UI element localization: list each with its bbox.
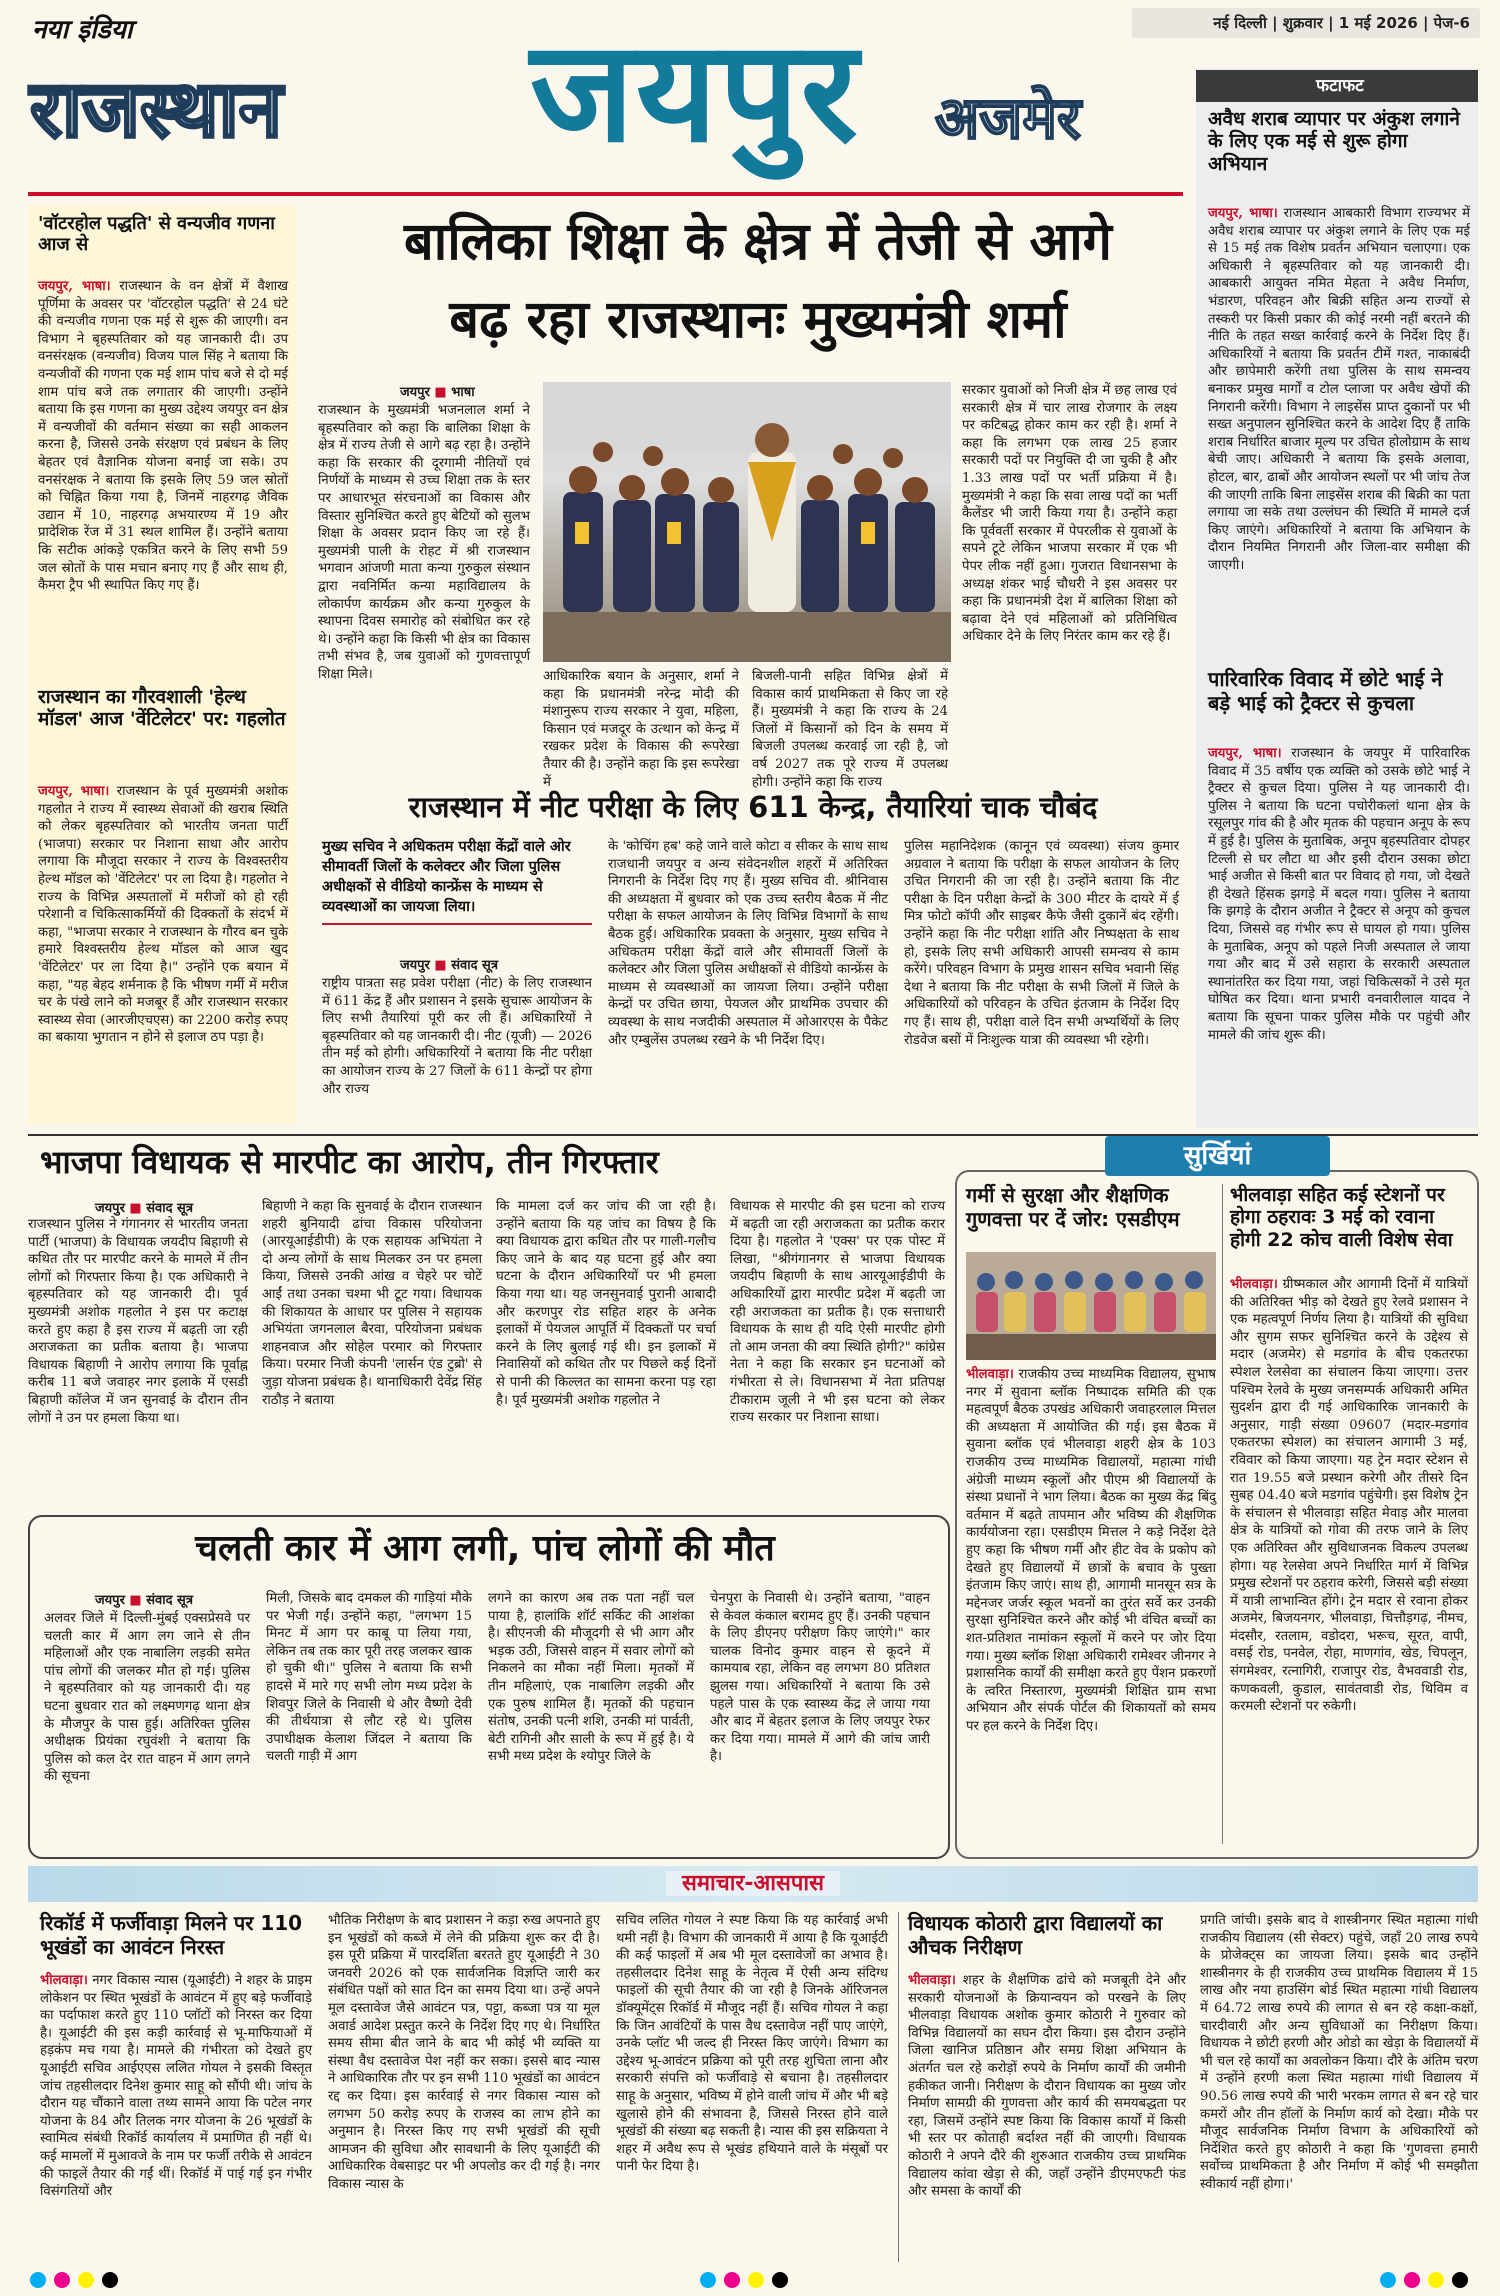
- sukhiyan-label: सुर्खियां: [1183, 1141, 1252, 1171]
- neet-agency: संवाद सूत्र: [451, 958, 499, 973]
- health-title: राजस्थान का गौरवशाली 'हेल्थ मॉडल' आज 'वेंटिलेटर' पर: गहलोत: [38, 686, 286, 731]
- school-meeting-photo: [966, 1252, 1216, 1360]
- neet-dateline: जयपुर: [400, 958, 430, 973]
- family-text: राजस्थान के जयपुर में पारिवारिक विवाद में 35 वर्षीय एक व्यक्ति को उसके छोटे भाई ने ट्रैक्टर से कुचल दिया। पुलिस ने यह जानकारी दी। पुलिस ने बताया कि घटना पचोरीकलां थाना क्षेत्र के रसूलपुर गांव की है और मृतक की पहचान अनूप के रूप में हुई है। पुलिस के मुताबिक, अनूप बृहस्पतिवार दोपहर टिल्ली से घर लौटा था और इसी दौरान उसका छोटा भाई अजीत से किसी बात पर विवाद हो गया, जो देखते ही देखते हिंसक झगड़े में बदल गया। पुलिस ने बताया कि झगड़े के दौरान अजीत ने ट्रैक्टर से अनूप को कुचल दिया, जिससे वह गंभीर रूप से घायल हो गया। पुलिस के मुताबिक, अनूप को पहले निजी अस्पताल ले जाया गया और बाद में उसे सहारा के सरकारी अस्पताल स्थानांतरित कर दिया गया, जहां चिकित्सकों ने उसे मृत घोषित कर दिया। थाना प्रभारी वनवारीलाल यादव ने बताया कि सूचना पाकर पुलिस मौके पर पहुंची और मामले की जांच शुरू की।: [1208, 746, 1470, 1043]
- plots-col-3: सचिव ललित गोयल ने स्पष्ट किया कि यह कार्रवाई अभी थमी नहीं है। विभाग की जानकारी में आया है कि यूआईटी की कई फाइलों में अब भी मूल दस्तावेजों का अभाव है। तहसीलदार दिनेश साहू के नेतृत्व में ऐसी अन्य संदिग्ध फाइलों की सूची तैयार की जा रही है जिनके ऑरिजनल डॉक्यूमेंट्स रिकॉर्ड में मौजूद नहीं हैं। सचिव गोयल ने कहा कि जिन आवंटियों के पास वैध दस्तावेज नहीं पाए जाएंगे, उनके प्लॉट भी जल्द ही निरस्त किए जाएंगे। विभाग का उद्देश्य भू-आवंटन प्रक्रिया को पूरी तरह शुचिता लाना और सरकारी संपत्ति को फर्जीवाड़े से बचाना है। तहसीलदार साहू के अनुसार, भविष्य में होने वाली जांच में और भी बड़े खुलासे होने की संभावना है, जिससे निरस्त होने वाले भूखंडों की संख्या बढ़ सकती है। न्यास की इस सक्रियता ने शहर में अवैध रूप से भूखंड हथियाने वाले के मंसूबों पर पानी फेर दिया है।: [616, 1913, 888, 2175]
- masthead-rule: [28, 192, 1183, 196]
- black-dot: [1452, 2272, 1468, 2288]
- plots-title: रिकॉर्ड में फर्जीवाड़ा मिलने पर 110 भूखंडों का आवंटन निरस्त: [40, 1911, 303, 1959]
- black-dot: [772, 2272, 788, 2288]
- train-dateline: भीलवाड़ा।: [1230, 1277, 1278, 1292]
- family-dateline: जयपुर, भाषा।: [1208, 746, 1282, 761]
- cyan-dot: [1380, 2272, 1396, 2288]
- train-text: ग्रीष्मकाल और आगामी दिनों में यात्रियों की अतिरिक्त भीड़ को देखते हुए रेलवे प्रशासन ने एक महत्वपूर्ण निर्णय लिया है। यात्रियों की सुविधा और सुगम सफर सुनिश्चित करने के उद्देश्य से मदार (अजमेर) से मडगांव के बीच एकतरफा स्पेशल रेलसेवा का संचालन किया जाएगा। उत्तर पश्चिम रेलवे के मुख्य जनसम्पर्क अधिकारी अमित सुदर्शन द्वारा दी गई आधिकारिक जानकारी के अनुसार, गाड़ी संख्या 09607 (मदार-मडगांव एकतरफा स्पेशल) का संचालन आगामी 3 मई, रविवार को किया जाएगा। यह ट्रेन मदार स्टेशन से रात 19.55 बजे प्रस्थान करेगी और तीसरे दिन सुबह 04.40 बजे मडगांव पहुंचेगी। इस विशेष ट्रेन के संचालन से भीलवाड़ा सहित मेवाड़ और मालवा क्षेत्र के यात्रियों को गोवा की तरफ जाने के लिए एक अतिरिक्त और सुविधाजनक विकल्प उपलब्ध होगा। यह रेलसेवा अपने निर्धारित मार्ग में विभिन्न प्रमुख स्टेशनों पर ठहराव करेगी, जिससे बड़ी संख्या में यात्री लाभान्वित होंगे। ट्रेन मदार से रवाना होकर अजमेर, बिजयनगर, भीलवाड़ा, चित्तौड़गढ़, नीमच, मंदसौर, रतलाम, वडोदरा, भरूच, सूरत, वापी, वसई रोड, पनवेल, रोहा, माणगांव, खेड, चिपलून, संगमेश्वर, रत्नागिरी, राजापुर रोड, वैभववाडी रोड, कणकवली, कुडाल, सावंतवाडी रोड, थिविम व करमली स्टेशनों पर रुकेगी।: [1230, 1277, 1468, 1715]
- sdm-text: राजकीय उच्च माध्यमिक विद्यालय, सुभाष नगर में सुवाना ब्लॉक निष्पादक समिति की एक महत्वपूर्ण बैठक उपखंड अधिकारी जवाहरलाल मित्तल की अध्यक्षता में आयोजित की गई। इस बैठक में सुवाना ब्लॉक एवं भीलवाड़ा शहरी क्षेत्र के 103 राजकीय उच्च माध्यमिक विद्यालयों, महात्मा गांधी अंग्रेजी माध्यम स्कूलों और पीएम श्री विद्यालयों के संस्था प्रधानों ने भाग लिया। बैठक का मुख्य केंद्र बिंदु वर्तमान में बढ़ते तापमान और भविष्य की शैक्षणिक कार्ययोजना रहा। एसडीएम मित्तल ने कड़े निर्देश देते हुए कहा कि भीषण गर्मी और हीट वेव के प्रकोप को देखते हुए विद्यालयों में छात्रों के बचाव के पुख्ता इंतजाम किए जाएं। साथ ही, आगामी मानसून सत्र के मद्देनजर जर्जर स्कूल भवनों का तुरंत सर्वे कर उनकी सुरक्षा सुनिश्चित करने और कोई भी वंचित बच्चों का शत-प्रतिशत नामांकन स्कूलों में करने पर जोर दिया गया। मुख्य ब्लॉक शिक्षा अधिकारी रामेश्वर जीनगर ने प्रशासनिक कार्यों की समीक्षा करते हुए पेंशन प्रकरणों के त्वरित निस्तारण, मुख्यमंत्री शिक्षित ग्राम सभा अभियान और संपर्क पोर्टल की शिकायतों को समय पर हल करने के निर्देश दिए।: [966, 1367, 1216, 1734]
- lead-col-1: राजस्थान के मुख्यमंत्री भजनलाल शर्मा ने बृहस्पतिवार को कहा कि बालिका शिक्षा के क्षेत्र में राज्य तेजी से आगे बढ़ रहा है। उन्होंने कहा कि सरकार की दूरगामी नीतियों एवं निर्णयों के माध्यम से उच्च शिक्षा तक के स्तर पर आधारभूत संरचनाओं का विकास और विस्तार सुनिश्चित करते हुए बेटियों को सुलभ शिक्षा के अवसर प्रदान किए जा रहे हैं। मुख्यमंत्री पाली के रोहट में श्री राजस्थान भगवान आंजणी माता कन्या गुरुकुल संस्थान द्वारा नवनिर्मित कन्या महाविद्यालय के लोकार्पण कार्यक्रम और कन्या गुरुकुल के स्थापना दिवस समारोह को संबोधित कर रहे थे। उन्होंने कहा कि किसी भी क्षेत्र का विकास तभी संभव है, जब युवाओं को गुणवत्तापूर्ण शिक्षा मिले।: [318, 403, 530, 682]
- fatafat-label-tab: [1196, 70, 1478, 102]
- state-name: राजस्थान: [30, 65, 283, 155]
- bjp-byline: जयपुर ■ संवाद सूत्र: [95, 1201, 194, 1216]
- city-name: जयपुर: [530, 11, 860, 174]
- wildlife-body: [38, 278, 288, 678]
- fatafat-label: फटाफट: [1316, 76, 1364, 96]
- train-title: भीलवाड़ा सहित कई स्टेशनों पर होगा ठहरावः 3 मई को रवाना होगी 22 कोच वाली विशेष सेवा: [1230, 1184, 1453, 1251]
- fire-col-1: अलवर जिले में दिल्ली-मुंबई एक्सप्रेसवे पर चलती कार में आग लग जाने से तीन महिलाओं और एक नाबालिग लड़की समेत पांच लोगों की जलकर मौत हो गई। पुलिस ने बृहस्पतिवार को यह जानकारी दी। यह घटना बुधवार रात को लक्ष्मणगढ़ थाना क्षेत्र के मौजपुर के पास हुई। अतिरिक्त पुलिस अधीक्षक प्रियंका रघुवंशी ने बताया कि पुलिस को कल देर रात वाहन में आग लगने की सूचना: [44, 1611, 250, 1785]
- aaspaas-banner: [28, 1866, 1478, 1902]
- fatafat-dateline: जयपुर, भाषा।: [1208, 206, 1278, 221]
- magenta-dot: [724, 2272, 740, 2288]
- bjp-col-4: विधायक से मारपीट की इस घटना को राज्य में बढ़ती जा रही अराजकता का प्रतीक करार दिया है। गहलोत ने 'एक्स' पर एक पोस्ट में लिखा, "श्रीगंगानगर से भाजपा विधायक जयदीप बिहाणी के साथ आरयूआईडीपी के अधिकारियों द्वारा मारपीट प्रदेश में बढ़ती जा रही अराजकता का प्रतीक है। एक सत्ताधारी विधायक के साथ ही यदि ऐसी मारपीट होगी तो आम जनता की क्या स्थिति होगी?" कांग्रेस नेता ने कहा कि सरकार इन घटनाओं को गंभीरता से ले। विधानसभा में नेता प्रतिपक्ष टीकाराम जूली ने भी इस घटना को लेकर राज्य सरकार पर निशाना साधा।: [730, 1199, 945, 1426]
- bjp-col-1: राजस्थान पुलिस ने गंगानगर से भारतीय जनता पार्टी (भाजपा) के विधायक जयदीप बिहाणी से कथित तौर पर मारपीट करने के मामले में तीन लोगों को गिरफ्तार किया है। एक अधिकारी ने बृहस्पतिवार को यह जानकारी दी। पूर्व मुख्यमंत्री अशोक गहलोत ने इस पर कटाक्ष करते हुए कहा है इस राज्य में बढ़ती जा रही अराजकता का प्रतीक बताया है। भाजपा विधायक बिहाणी ने आरोप लगाया कि पूर्वाह्न करीब 11 बजे जवाहर नगर इलाके में एसडी बिहाणी कॉलेज में जन सुनवाई के दौरान तीन लोगों ने उन पर हमला किया था।: [28, 1217, 248, 1426]
- lead-col-4: सरकार युवाओं को निजी क्षेत्र में छह लाख एवं सरकारी क्षेत्र में चार लाख रोजगार के लक्ष्य पर कटिबद्ध होकर काम कर रही है। शर्मा ने कहा कि लगभग एक लाख 25 हजार सरकारी पदों पर नियुक्ति दी जा चुकी है और 1.33 लाख पदों पर भर्ती प्रक्रिया में है। मुख्यमंत्री ने कहा कि सवा लाख पदों का भर्ती कैलेंडर भी जारी किया गया है। उन्होंने कहा कि पूर्ववर्ती सरकार में पेपरलीक से युवाओं के सपने टूटे लेकिन भाजपा सरकार में एक भी पेपर लीक नहीं हुआ। गुजरात विधानसभा के अध्यक्ष शंकर भाई चौधरी ने इस अवसर पर कहा कि प्रधानमंत्री देश में बालिका शिक्षा को बढ़ावा देने एवं महिलाओं को प्रतिनिधित्व अधिकार देने के लिए निरंतर काम कर रहे हैं।: [962, 383, 1177, 645]
- brand-logo: [32, 10, 192, 48]
- plots-col-1: [40, 1972, 312, 2262]
- black-dot: [102, 2272, 118, 2288]
- plots-text-1: नगर विकास न्यास (यूआईटी) ने शहर के प्राइम लोकेशन पर स्थित भूखंडों के आवंटन में हुए बड़े फर्जीवाड़े का पर्दाफाश करते हुए 110 प्लॉटों को निरस्त कर दिया है। यूआईटी की इस कड़ी कार्रवाई से भू-माफियाओं में हड़कंप मच गया है। मामले की गंभीरता को देखते हुए यूआईटी सचिव आईएएस ललित गोयल ने इसकी विस्तृत जांच तहसीलदार दिनेश कुमार साहू को सौंपी थी। जांच के दौरान यह चौंकाने वाला तथ्य सामने आया कि पटेल नगर योजना के 84 और तिलक नगर योजना के 26 भूखंडों के स्वामित्व संबंधी रिकॉर्ड कार्यालय में प्रमाणित ही नहीं थे। कई मामलों में मुआवजे के नाम पर फर्जी तरीके से आवंटन की फाइलें तैयार की गईं थीं। रिकॉर्ड में पाई गई इन गंभीर विसंगतियों और: [40, 1973, 312, 2200]
- sdm-title: गर्मी से सुरक्षा और शैक्षणिक गुणवत्ता पर दें जोर: एसडीएम: [966, 1183, 1180, 1231]
- photo-illustration: [543, 382, 951, 662]
- fire-dateline: जयपुर: [95, 1593, 125, 1608]
- wildlife-text: राजस्थान के वन क्षेत्रों में वैशाख पूर्णिमा के अवसर पर 'वॉटरहोल पद्धति' से 24 घंटे की वन्यजीव गणना एक मई से शुरू की जाएगी। वन विभाग ने बृहस्पतिवार को यह जानकारी दी। उप वनसंरक्षक (वन्यजीव) विजय पाल सिंह ने बताया कि वन्यजीवों की गणना एक मई शाम पांच बजे से दो मई शाम पांच बजे तक लगातार की जाएगी। उन्होंने बताया कि इस गणना का मुख्य उद्देश्य जयपुर वन क्षेत्र में वन्यजीवों की वर्तमान संख्या का सही आकलन करना है, जिससे उनके संरक्षण एवं प्रबंधन के लिए बेहतर एवं वैज्ञानिक योजना बनाई जा सके। उप वनसंरक्षक ने बताया कि इसके लिए 59 जल स्रोतों को चिह्नित किया गया है, जिनमें नाहरगढ़ जैविक उद्यान में 10, नाहरगढ़ अभयारण्य में 19 और प्रादेशिक रेंज में 31 स्थल शामिल हैं। उन्होंने बताया कि सटीक आंकड़े एकत्रित करने के लिए सभी 59 जल स्रोतों के पास मचान बनाए गए हैं और साथ ही, कैमरा ट्रैप भी स्थापित किए गए हैं।: [38, 279, 288, 594]
- fatafat-text: राजस्थान आबकारी विभाग राज्यभर में अवैध शराब व्यापार पर अंकुश लगाने के लिए एक मई से 15 मई तक विशेष प्रवर्तन अभियान चलाएगा। एक अधिकारी ने बृहस्पतिवार को यह जानकारी दी। आबकारी आयुक्त नमित मेहता ने अवैध निर्माण, भंडारण, परिवहन और बिक्री सहित अन्य राज्यों से तस्करी पर किसी प्रकार की कोई नरमी नहीं बरतने की नीति के तहत सख्त कार्रवाई करने के निर्देश दिए हैं। अधिकारियों ने बताया कि प्रवर्तन टीमें गश्त, नाकाबंदी और छापेमारी करेंगी तथा पुलिस के साथ समन्वय बनाकर प्रमुख मार्गों व टोल प्लाजा पर अवैध खेपों की निगरानी करेंगी। विभाग ने लाइसेंस प्राप्त दुकानों पर भी सख्त अनुपालन सुनिश्चित करने के आदेश दिए हैं ताकि शराब निर्धारित बाजार मूल्य पर उचित होलोग्राम के साथ बेची जाए। अधिकारी ने बताया कि इसके अलावा, होटल, बार, ढाबों और आयोजन स्थलों पर भी जांच तेज की जाएगी ताकि बिना लाइसेंस शराब की बिक्री का पता लगाया जा सके तथा उल्लंघन की स्थिति में मामले दर्ज किए जाएंगे। अधिकारियों ने बताया कि अभियान के दौरान नियमित निगरानी और जिला-वार समीक्षा की जाएगी।: [1208, 206, 1470, 573]
- family-body: [1208, 745, 1470, 1120]
- fatafat-body: [1208, 205, 1470, 655]
- wildlife-dateline: जयपुर, भाषा।: [38, 279, 111, 294]
- color-registration-marks-center: [700, 2272, 820, 2290]
- cyan-dot: [30, 2272, 46, 2288]
- aaspaas-divider: [898, 1912, 899, 2262]
- bjp-col-3: कि मामला दर्ज कर जांच की जा रही है। उन्होंने बताया कि यह जांच का विषय है कि क्या विधायक द्वारा कथित तौर पर गाली-गलौच किए जाने के बाद यह घटना हुई और क्या घटना के दौरान अधिकारियों पर भी हमला किया गया था। यह जनसुनवाई पुरानी आबादी और करणपुर रोड सहित शहर के अनेक इलाकों में पेयजल आपूर्ति में दिक्कतों पर चर्चा करने के लिए बुलाई गई थी। इन इलाकों में निवासियों को कथित तौर पर पिछले कई दिनों से पानी की किल्लत का सामना करना पड़ रहा है। पूर्व मुख्यमंत्री अशोक गहलोत ने: [496, 1199, 716, 1408]
- aaspaas-label: समाचार-आसपास: [666, 1871, 840, 1896]
- yellow-dot: [78, 2272, 94, 2288]
- brand-name: नया इंडिया: [32, 15, 133, 45]
- neet-col-3: पुलिस महानिदेशक (कानून एवं व्यवस्था) संजय कुमार अग्रवाल ने बताया कि परीक्षा के सफल आयोजन के लिए उचित निगरानी की जा रही है। उन्होंने बताया कि नीट परीक्षा के दिन परीक्षा केन्द्रों के 300 मीटर के दायरे में ई मित्र फोटो कॉपी और साइबर कैफे जैसी दुकानें बंद रहेंगी। उन्होंने कहा कि नीट परीक्षा शांति और निष्पक्षता के साथ हो, इसके लिए सभी अधिकारी आपसी समन्वय से काम करेंगे। परिवहन विभाग के प्रमुख शासन सचिव भवानी सिंह देथा ने बताया कि नीट परीक्षा के सभी जिलों में जिले के अधिकारियों को परिवहन के उचित इंतजाम के निर्देश दिए गए हैं। साथ ही, परीक्षा वाले दिन सभी अभ्यर्थियों के लिए रोडवेज बसों में निःशुल्क यात्रा की व्यवस्था भी रहेगी।: [904, 839, 1179, 1048]
- lead-agency: भाषा: [451, 385, 475, 400]
- edition-name: अजमेर: [935, 84, 1081, 152]
- lead-headline-1: बालिका शिक्षा के क्षेत्र में तेजी से आगे: [404, 212, 1112, 272]
- edition-dateline: नई दिल्ली | शुक्रवार | 1 मई 2026 | पेज-6: [1213, 14, 1470, 32]
- magenta-dot: [1404, 2272, 1420, 2288]
- color-registration-marks-right: [1380, 2272, 1480, 2290]
- inspection-col-1: [908, 1972, 1186, 2262]
- inspection-dateline: भीलवाड़ा।: [908, 1973, 956, 1988]
- neet-byline: जयपुर ■ संवाद सूत्र: [400, 958, 499, 973]
- neet-pullquote: मुख्य सचिव ने अधिकतम परीक्षा केंद्रों वाले ओर सीमावर्ती जिलों के कलेक्टर और जिला पुलिस अधीक्षकों से वीडियो कान्फ्रेंस के माध्यम से व्यवस्थाओं का जायजा लिया।: [322, 837, 592, 925]
- fire-agency: संवाद सूत्र: [146, 1593, 194, 1608]
- neet-headline: राजस्थान में नीट परीक्षा के लिए 611 केन्द्र, तैयारियां चाक चौबंद: [408, 790, 1098, 824]
- sdm-dateline: भीलवाड़ा।: [966, 1367, 1014, 1382]
- fire-byline: जयपुर ■ संवाद सूत्र: [95, 1593, 194, 1608]
- yellow-dot: [1428, 2272, 1444, 2288]
- lead-col-3: बिजली-पानी सहित विभिन्न क्षेत्रों में विकास कार्य प्राथमिकता से किए जा रहे हैं। मुख्यमंत्री ने कहा कि राज्य के 24 जिलों में किसानों को दिन के समय में बिजली उपलब्ध करवाई जा रही है, जो वर्ष 2027 तक पूरे राज्य में उपलब्ध होगी। उन्होंने कहा कि राज्य: [752, 669, 948, 790]
- fire-col-2: मिली, जिसके बाद दमकल की गाड़ियां मौके पर भेजी गईं। उन्होंने कहा, "लगभग 15 मिनट में आग पर काबू पा लिया गया, लेकिन तब तक कार पूरी तरह जलकर खाक हो चुकी थी।" पुलिस ने बताया कि सभी हादसे में मारे गए सभी लोग मध्य प्रदेश के शिवपुर जिले के निवासी थे और वैष्णो देवी की तीर्थयात्रा से लौट रहे थे। पुलिस उपाधीक्षक केलाश जिंदल ने बताया कि चलती गाड़ी में आग: [266, 1591, 472, 1765]
- lead-byline: जयपुर ■ भाषा: [400, 385, 475, 400]
- neet-col-1: राष्ट्रीय पात्रता सह प्रवेश परीक्षा (नीट) के लिए राजस्थान में 611 केंद्र हैं और प्रशासन ने इसके सुचारू आयोजन के लिए सभी तैयारियां पूरी कर ली हैं। अधिकारियों ने बृहस्पतिवार को यह जानकारी दी। नीट (यूजी) — 2026 तीन मई को होगी। अधिकारियों ने बताया कि नीट परीक्षा का आयोजन राज्य के 27 जिलों के 611 केन्द्रों पर होगा और राज्य: [322, 976, 592, 1097]
- health-body: [38, 783, 288, 1121]
- bjp-dateline: जयपुर: [95, 1201, 125, 1216]
- fatafat-title: अवैध शराब व्यापार पर अंकुश लगाने के लिए एक मई से शुरू होगा अभियान: [1208, 108, 1460, 175]
- dateline-bar: [1132, 8, 1480, 38]
- health-text: राजस्थान के पूर्व मुख्यमंत्री अशोक गहलोत ने राज्य में स्वास्थ्य सेवाओं की खराब स्थिति को लेकर बृहस्पतिवार को भारतीय जनता पार्टी (भाजपा) सरकार पर निशाना साधा और आरोप लगाया कि मौजूदा सरकार ने राज्य के विश्वस्तरीय हेल्थ मॉडल को 'वेंटिलेटर' पर ला दिया है। गहलोत ने राज्य के विभिन्न अस्पतालों में मरीजों को हो रही परेशानी व चिकित्साकर्मियों की दिक्कतों के संदर्भ में कहा, "भाजपा सरकार ने राजस्थान के गौरव बन चुके हमारे विश्वस्तरीय हेल्थ मॉडल को आज खुद 'वेंटिलेटर' पर ला दिया है।" उन्होंने एक बयान में कहा, "यह बेहद शर्मनाक है कि भीषण गर्मी में मरीज चर के पंखे लाने को मजबूर हैं और राजस्थान सरकार स्वास्थ्य सेवा (आरजीएचएस) का 2200 करोड़ रुपए का बकाया भुगतान न होने से इलाज ठप पड़ा है।: [38, 784, 288, 1046]
- inspection-title: विधायक कोठारी द्वारा विद्यालयों का औचक निरीक्षण: [908, 1911, 1163, 1959]
- plots-dateline: भीलवाड़ा।: [40, 1973, 88, 1988]
- lead-col-2: आधिकारिक बयान के अनुसार, शर्मा ने कहा कि प्रधानमंत्री नरेन्द्र मोदी की मंशानुरूप राज्य सरकार ने युवा, महिला, किसान एवं मजदूर के उत्थान को केन्द्र में रखकर प्रदेश के विकास की रूपरेखा तैयार की है। उन्होंने कहा कि इस रूपरेखा में: [543, 669, 739, 790]
- train-body: [1230, 1276, 1468, 1846]
- cm-with-students-photo: [543, 382, 951, 662]
- inspection-text-1: शहर के शैक्षणिक ढांचे को मजबूती देने और सरकारी योजनाओं के क्रियान्वयन को परखने के लिए भीलवाड़ा विधायक अशोक कुमार कोठारी ने गुरुवार को विभिन्न विद्यालयों का सघन दौरा किया। इस दौरान उन्होंने जिला खानिज प्रतिष्ठान और समग्र शिक्षा अभियान के अंतर्गत चल रहे करोड़ों रुपये के निर्माण कार्यों की जमीनी हकीकत जानी। निरीक्षण के दौरान विधायक का मुख्य जोर निर्माण सामग्री की गुणवत्ता और कार्य की समयबद्धता पर रहा, जिसमें उन्होंने स्पष्ट किया कि विकास कार्यों में किसी भी स्तर पर कोताही बर्दाश्त नहीं की जाएगी। विधायक कोठारी ने अपने दौरे की शुरुआत राजकीय उच्च प्राथमिक विद्यालय कांवा खेड़ा से की, जहाँ उन्होंने डीएमएफटी फंड और समसा के कार्यों की: [908, 1973, 1186, 2200]
- lead-headline-2: बढ़ रहा राजस्थानः मुख्यमंत्री शर्मा: [449, 290, 1067, 350]
- fire-headline: चलती कार में आग लगी, पांच लोगों की मौत: [195, 1528, 775, 1569]
- wildlife-title: 'वॉटरहोल पद्धति' से वन्यजीव गणना आज से: [38, 213, 275, 256]
- family-title: पारिवारिक विवाद में छोटे भाई ने बड़े भाई को ट्रैक्टर से कुचला: [1208, 667, 1443, 715]
- sukhiyan-tab: [1105, 1136, 1330, 1176]
- fire-col-4: चेनपुरा के निवासी थे। उन्होंने बताया, "वाहन से केवल कंकाल बरामद हुए हैं। उनकी पहचान के लिए डीएनए परीक्षण किए जाएंगे।" कार चालक विनोद कुमार वाहन से कूदने में कामयाब रहा, लेकिन वह लगभग 80 प्रतिशत झुलस गया। अधिकारियों ने बताया कि उसे पहले पास के एक स्वास्थ्य केंद्र ले जाया गया और बाद में बेहतर इलाज के लिए जयपुर रेफर कर दिया गया। मामले में आगे की जांच जारी है।: [710, 1591, 930, 1765]
- bjp-headline: भाजपा विधायक से मारपीट का आरोप, तीन गिरफ्तार: [40, 1143, 659, 1181]
- sukhiyan-divider: [1222, 1184, 1223, 1844]
- fire-col-3: लगने का कारण अब तक पता नहीं चल पाया है, हालांकि शॉर्ट सर्किट की आशंका है। सीएनजी की मौजूदगी से भी आग और भड़क उठी, जिससे वाहन में सवार लोगों को निकलने का मौका नहीं मिला। मृतकों में तीन महिलाएं, एक नाबालिग लड़की और एक पुरुष शामिल हैं। मृतकों की पहचान संतोष, उनकी पत्नी शशि, उनकी मां पार्वती, बेटी रागिनी और साली के रूप में हुई है। ये सभी मध्य प्रदेश के श्योपुर जिले के: [488, 1591, 694, 1765]
- yellow-dot: [748, 2272, 764, 2288]
- inspection-col-2: प्रगति जांची। इसके बाद वे शास्त्रीनगर स्थित महात्मा गांधी राजकीय विद्यालय (सी सेक्टर) पहुंचे, जहाँ 20 लाख रुपये के प्रोजेक्ट्स का जायजा लिया। इसके बाद उन्होंने शास्त्रीनगर के ही राजकीय उच्च प्राथमिक विद्यालय में 15 लाख और नया हाउसिंग बोर्ड स्थित महात्मा गांधी विद्यालय में 64.72 लाख रुपये की लागत से बन रहे कक्षा-कक्षों, चारदीवारी और अन्य सुविधाओं का निरीक्षण किया। विधायक ने छोटी हरणी और ओडो का खेड़ा के विद्यालयों में भी चल रहे कार्यों का अवलोकन किया। दौरे के अंतिम चरण में उन्होंने हरणी कला स्थित महात्मा गांधी विद्यालय में 90.56 लाख रुपये की भारी भरकम लागत से बन रहे चार कमरों और तीन हॉलों के निर्माण कार्य को देखा। मौके पर मौजूद सार्वजनिक निर्माण विभाग के अधिकारियों को निर्देशित करते हुए कोठारी ने कहा कि 'गुणवत्ता हमारी सर्वोच्च प्राथमिकता है और निर्माण में कोई भी समझौता स्वीकार्य नहीं होगा।': [1200, 1913, 1478, 2192]
- health-dateline: जयपुर, भाषा।: [38, 784, 110, 799]
- bjp-col-2: बिहाणी ने कहा कि सुनवाई के दौरान राजस्थान शहरी बुनियादी ढांचा विकास परियोजना (आरयूआईडीपी) के एक सहायक अभियंता ने दो अन्य लोगों के साथ मिलकर उन पर हमला किया, जिससे उनकी आंख व चेहरे पर चोटें आईं तथा उनका चश्मा भी टूट गया। विधायक की शिकायत के आधार पर पुलिस ने सहायक अभियंता जगनलाल बैरवा, परियोजना प्रबंधक शाहनवाज और सोहेल परमार को गिरफ्तार किया। परमार निजी कंपनी 'लार्सन एंड टुब्रो' से जुड़ा योजना प्रबंधक है। थानाधिकारी देवेंद्र सिंह राठौड़ ने बताया: [262, 1199, 482, 1408]
- meeting-illustration: [966, 1252, 1216, 1360]
- plots-col-2: भौतिक निरीक्षण के बाद प्रशासन ने कड़ा रुख अपनाते हुए इन भूखंडों को कब्जे में लेने की प्रक्रिया शुरू कर दी है। इस पूरी प्रक्रिया में पारदर्शिता बरतते हुए यूआईटी ने 30 जनवरी 2026 को एक सार्वजनिक विज्ञप्ति जारी कर संबंधित पक्षों को सात दिन का समय दिया था। उन्हें अपने मूल दस्तावेज जैसे आवंटन पत्र, पट्टा, कब्जा पत्र या मूल अवार्ड आदेश प्रस्तुत करने के निर्देश दिए गए थे। निर्धारित समय सीमा बीत जाने के बाद भी कोई भी व्यक्ति या संस्था वैध दस्तावेज पेश नहीं कर सका। इससे बाद न्यास ने आधिकारिक तौर पर इन सभी 110 भूखंडों का आवंटन रद्द कर दिया। इस कार्रवाई से नगर विकास न्यास को लगभग 50 करोड़ रुपए के राजस्व का लाभ होने का अनुमान है। निरस्त किए गए सभी भूखंडों की सूची आमजन की सुविधा और सावधानी के लिए यूआईटी की आधिकारिक वेबसाइट पर भी अपलोड कर दी गई है। नगर विकास न्यास के: [328, 1913, 600, 2192]
- neet-col-2: के 'कोचिंग हब' कहे जाने वाले कोटा व सीकर के साथ साथ राजधानी जयपुर व अन्य संवेदनशील शहरों में अतिरिक्त निगरानी के निर्देश दिए गए हैं। मुख्य सचिव वी. श्रीनिवास की अध्यक्षता में बुधवार को एक उच्च स्तरीय बैठक में नीट परीक्षा के सफल आयोजन के लिए विभिन्न विभागों के साथ बैठक हुई। अधिकारिक प्रवक्ता के अनुसार, मुख्य सचिव ने अधिकतम परीक्षा केंद्रों वाले और सीमावर्ती जिलों के कलेक्टर और जिला पुलिस अधीक्षकों से वीडियो कान्फ्रेंस के माध्यम से व्यवस्थाओं का जायजा लिया। उन्होंने परीक्षा केन्द्रों पर उचित छाया, पेयजल और प्राथमिक उपचार की व्यवस्था के साथ नजदीकी अस्पताल में ओआरएस के पैकेट और एम्बुलेंस उपलब्ध रखने के भी निर्देश दिए।: [608, 839, 888, 1048]
- cyan-dot: [700, 2272, 716, 2288]
- lead-dateline: जयपुर: [400, 385, 430, 400]
- color-registration-marks-left: [30, 2272, 150, 2290]
- magenta-dot: [54, 2272, 70, 2288]
- bjp-agency: संवाद सूत्र: [146, 1201, 194, 1216]
- sdm-body: [966, 1366, 1216, 1846]
